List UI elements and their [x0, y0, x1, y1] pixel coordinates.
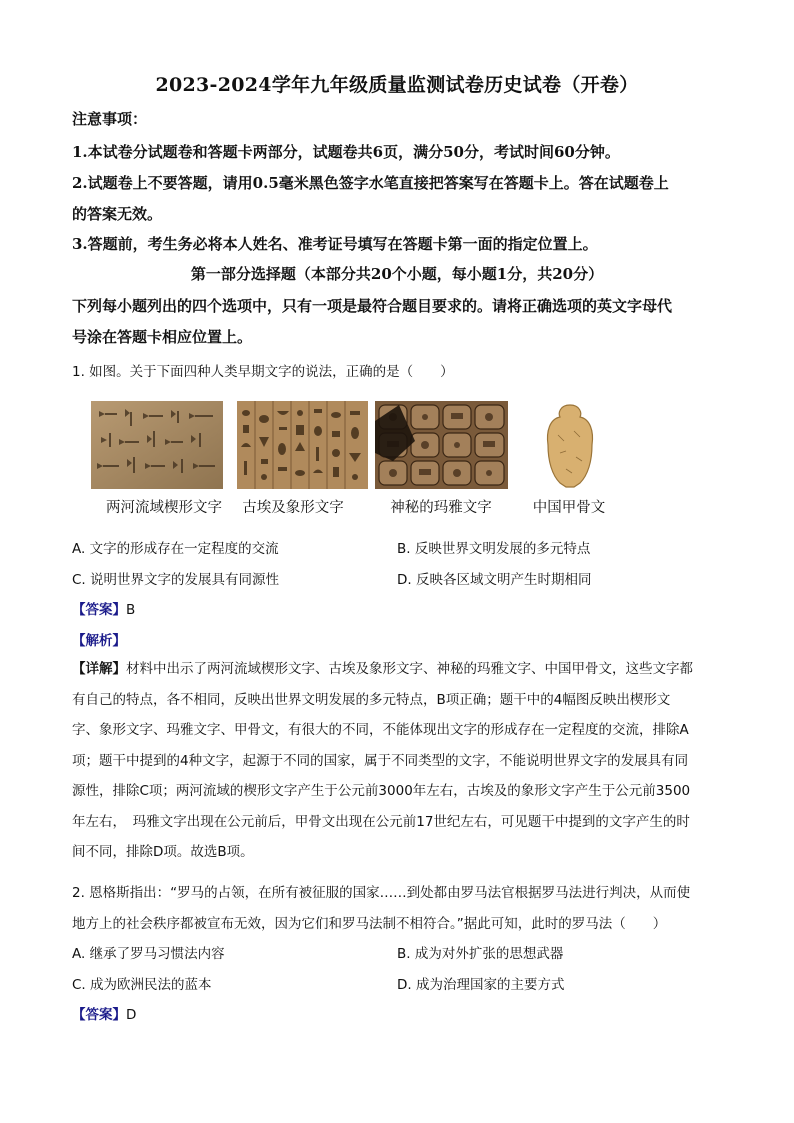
q1-option-a: A. 文字的形成存在一定程度的交流: [72, 541, 279, 557]
q2-option-b: B. 成为对外扩张的思想武器: [397, 946, 564, 962]
detail-line-3: 字、象形文字、玛雅文字、甲骨文，有很大的不同，不能体现出文字的形成存在一定程度的交流，排除A: [72, 722, 689, 738]
answer-label: 【答案】: [72, 602, 126, 618]
caption-hieroglyph: 古埃及象形文字: [242, 500, 344, 516]
section-instruction-a: 下列每小题列出的四个选项中，只有一项是最符合题目要求的。请将正确选项的英文字母代: [72, 297, 673, 315]
q1-answer: [72, 598, 135, 618]
answer-label: 【答案】: [72, 1007, 126, 1023]
maya-glyph-image: [375, 401, 508, 489]
q1-option-c: C. 说明世界文字的发展具有同源性: [72, 572, 280, 588]
q2-stem-b: 地方上的社会秩序都被宣布无效，因为它们和罗马法制不相符合。”据此可知，此时的罗马法（ ）: [72, 915, 667, 932]
note-2a: 2.试题卷上不要答题，请用0.5毫米黑色签字水笔直接把答案写在答题卡上。答在试题卷上: [72, 174, 669, 192]
q1-option-d: D. 反映各区域文明产生时期相同: [397, 572, 592, 588]
notes-heading: 注意事项：: [72, 110, 148, 128]
q2-option-a: A. 继承了罗马习惯法内容: [72, 946, 225, 962]
q1-option-b: B. 反映世界文明发展的多元特点: [397, 541, 591, 557]
q2-stem: [72, 878, 720, 939]
caption-cuneiform: 两河流域楔形文字: [106, 500, 222, 516]
detail-line-4: 项；题干中提到的4种文字，起源于不同的国家，属于不同类型的文字，不能说明世界文字的发展具有同: [72, 752, 689, 769]
note-2b: 的答案无效。: [72, 205, 163, 223]
caption-maya: 神秘的玛雅文字: [390, 500, 492, 516]
section-instruction-b: 号涂在答题卡相应位置上。: [72, 328, 253, 346]
q2-answer: [72, 1003, 136, 1023]
cuneiform-image: [91, 401, 223, 489]
detail-line-7: 间不同，排除D项。故选B项。: [72, 844, 254, 860]
q1-detail: [72, 654, 720, 868]
note-3: 3.答题前，考生务必将本人姓名、准考证号填写在答题卡第一面的指定位置上。: [72, 235, 598, 253]
analysis-label: 【解析】: [72, 633, 126, 649]
q1-stem: 1. 如图。关于下面四种人类早期文字的说法，正确的是（ ）: [72, 364, 454, 380]
answer-value: B: [126, 602, 136, 618]
hieroglyph-image: [237, 401, 368, 489]
answer-value: D: [126, 1007, 137, 1023]
detail-line-6: 年左右， 玛雅文字出现在公元前后，甲骨文出现在公元前17世纪左右，可见题干中提到的文字产生的时: [72, 813, 690, 830]
detail-line-1: 【详解】材料中出示了两河流域楔形文字、古埃及象形文字、神秘的玛雅文字、中国甲骨文，这些文字都: [72, 661, 693, 677]
detail-label: 【详解】: [72, 661, 126, 677]
section-heading: 第一部分选择题（本部分共20个小题，每小题1分，共20分）: [190, 265, 604, 283]
q1-analysis-label: [72, 629, 126, 649]
detail-line-2: 有自己的特点，各不相同，反映出世界文明发展的多元特点，B项正确；题干中的4幅图反映出楔形文: [72, 691, 671, 708]
note-1: 1.本试卷分试题卷和答题卡两部分，试题卷共6页，满分50分，考试时间60分钟。: [72, 143, 620, 161]
detail-line-5: 源性，排除C项；两河流域的楔形文字产生于公元前3000年左右，古埃及的象形文字产生于公元前3500: [72, 783, 691, 799]
oracle-bone-image: [530, 401, 610, 489]
page-title: 2023-2024学年九年级质量监测试卷历史试卷（开卷）: [155, 74, 639, 96]
q2-stem-a: 2. 恩格斯指出：“罗马的占领，在所有被征服的国家……到处都由罗马法官根据罗马法进行判决，从而使: [72, 885, 691, 901]
q2-option-c: C. 成为欧洲民法的蓝本: [72, 977, 212, 993]
q2-option-d: D. 成为治理国家的主要方式: [397, 977, 565, 993]
caption-oracle-bone: 中国甲骨文: [532, 500, 606, 516]
